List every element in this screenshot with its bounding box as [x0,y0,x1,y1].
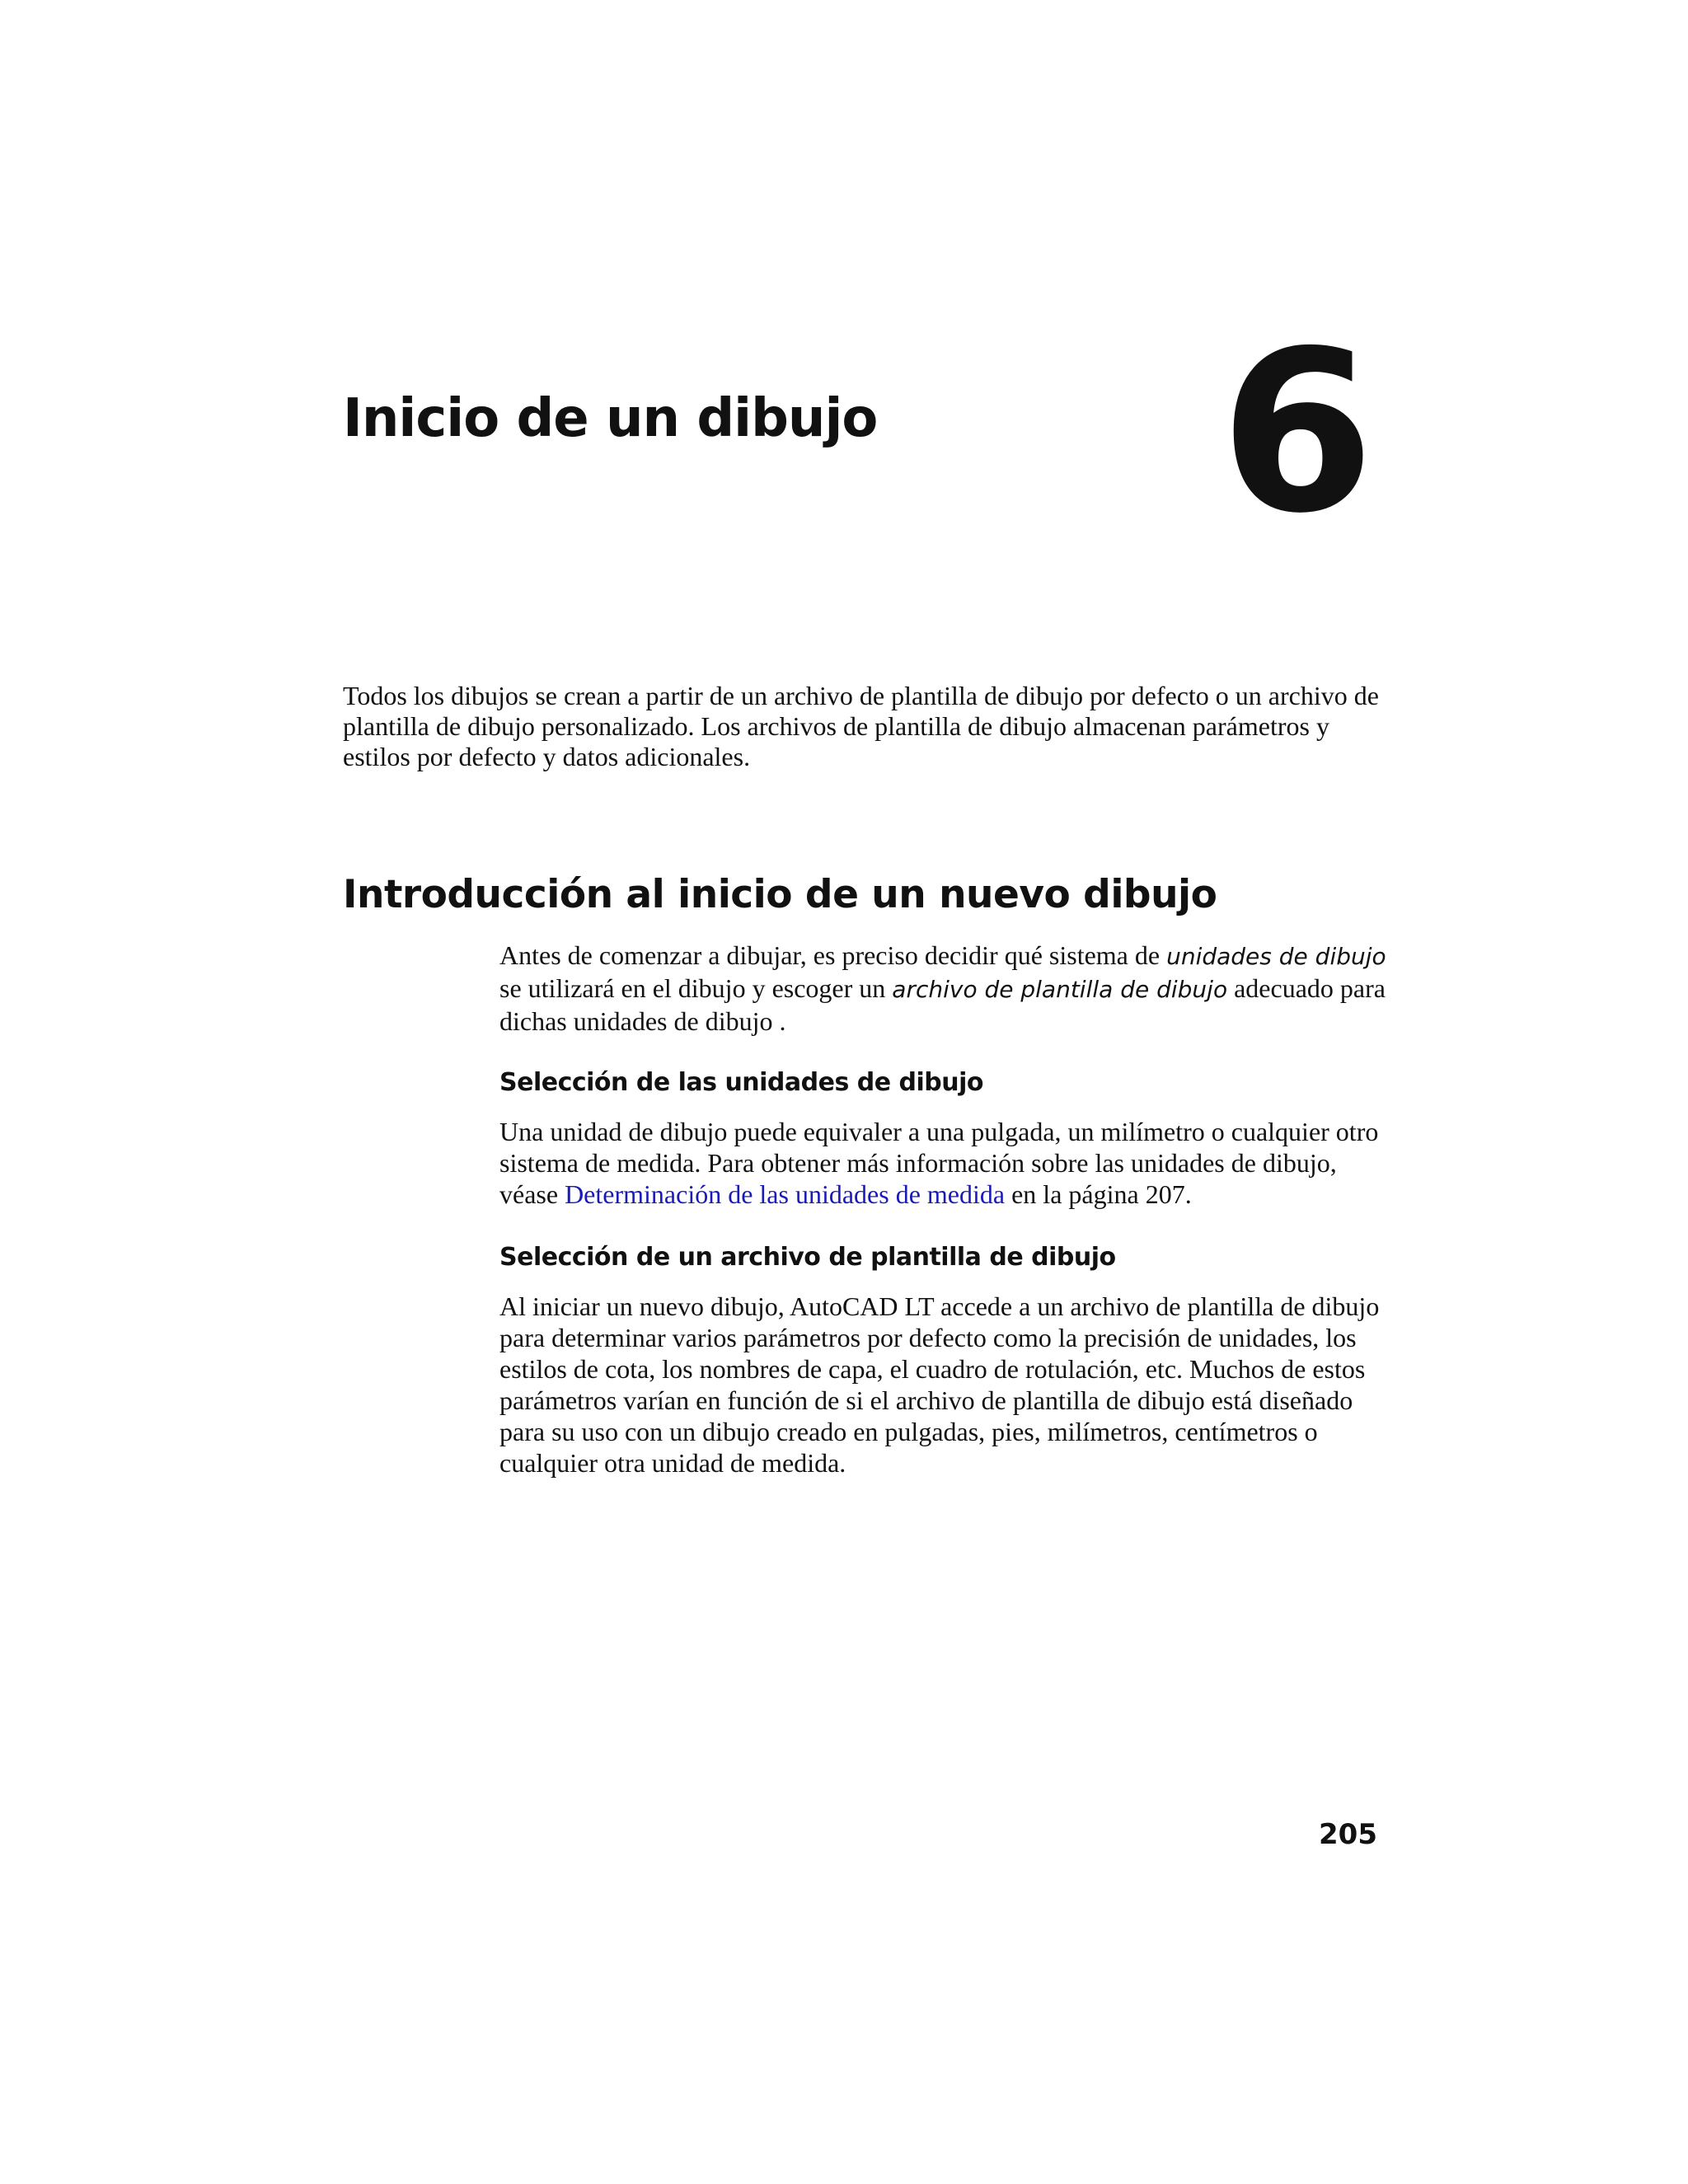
chapter-number: 6 [1220,302,1375,562]
units-text-before: Una unidad de dibujo puede equivaler a una pulgada, un milímetro o cualquier otro sistema de medida. Para obtener más información sobre las unidades de dibujo, véase [499,1117,1379,1209]
template-paragraph: Al iniciar un nuevo dibujo, AutoCAD LT accede a un archivo de plantilla de dibujo para determinar varios parámetros por defecto como la precisión de unidades, los estilos de cota, los nombres de capa, el cuadro de rotulación, etc. Muchos de estos parámetros varían en función de si el archivo de plantilla de dibujo está diseñado para su uso con un dibujo creado en pulgadas, pies, milímetros, centímetros o cualquier otra unidad de medida. [499,1291,1380,1478]
section-intro-text-1: Antes de comenzar a dibujar, es preciso decidir qué sistema de [499,940,1167,970]
page-number: 205 [1319,1818,1377,1851]
intro-paragraph: Todos los dibujos se crean a partir de un archivo de plantilla de dibujo por defecto o un archivo de plantilla de dibujo personalizado. Los archivos de plantilla de dibujo almacenan parámetros y estilos por defecto y datos adicionales. [343,681,1379,771]
section-intro-text-3: adecuado para dichas unidades de dibujo . [499,973,1386,1036]
section-intro-paragraph [499,940,1398,1037]
term-drawing-template-file: archivo de plantilla de dibujo [892,976,1228,1003]
units-paragraph [499,1116,1398,1210]
units-text-after: en la página 207. [1005,1179,1192,1209]
section-title: Introducción al inicio de un nuevo dibujo [343,872,1217,917]
units-heading: Selección de las unidades de dibujo [499,1068,984,1097]
units-cross-reference-link[interactable]: Determinación de las unidades de medida [565,1179,1006,1209]
term-drawing-units: unidades de dibujo [1166,943,1386,970]
template-heading: Selección de un archivo de plantilla de dibujo [499,1243,1116,1272]
section-intro-text-2: se utilizará en el dibujo y escoger un [499,973,893,1003]
chapter-title: Inicio de un dibujo [343,388,878,449]
